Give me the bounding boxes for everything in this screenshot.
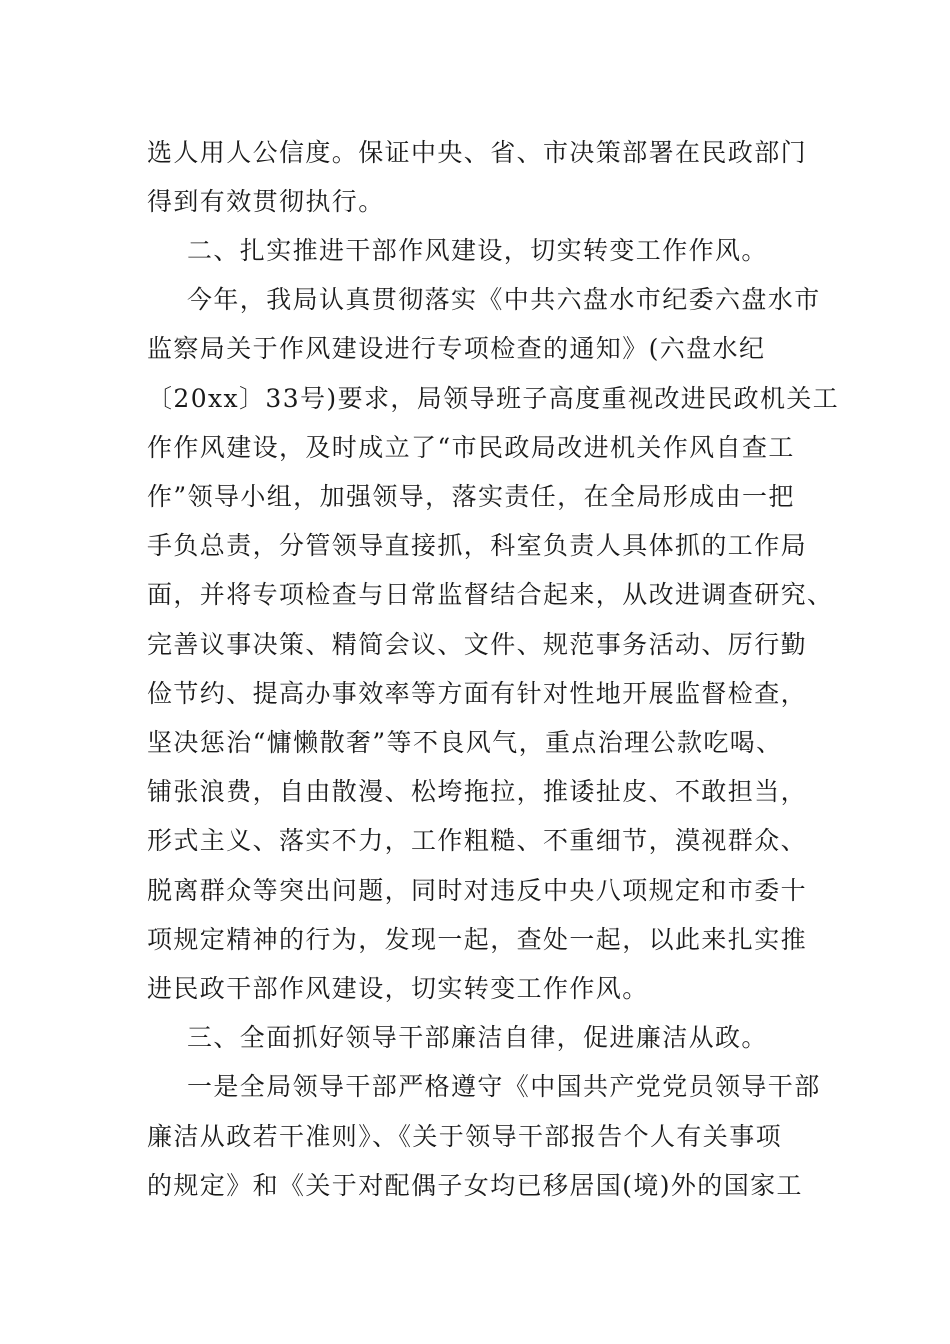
text-line: 面，并将专项检查与日常监督结合起来，从改进调查研究、 [147,580,834,609]
text-line: 监察局关于作风建设进行专项检查的通知》(六盘水纪 [147,334,766,363]
text-line: 的规定》和《关于对配偶子女均已移居国(境)外的国家工 [147,1171,803,1200]
text-line: 选人用人公信度。保证中央、省、市决策部署在民政部门 [147,138,808,167]
text-line: 完善议事决策、精简会议、文件、规范事务活动、厉行勤 [147,630,808,659]
text-line: 得到有效贯彻执行。 [147,187,385,216]
text-line: 俭节约、提高办事效率等方面有针对性地开展监督检查， [147,679,808,708]
text-line: 坚决惩治“慵懒散奢”等不良风气，重点治理公款吃喝、 [147,728,783,757]
text-line: 一是全局领导干部严格遵守《中国共产党党员领导干部 [187,1072,821,1101]
text-line: 形式主义、落实不力，工作粗糙、不重细节，漠视群众、 [147,826,808,855]
text-line: 手负总责，分管领导直接抓，科室负责人具体抓的工作局 [147,531,808,560]
text-line: 〔20xx〕33号)要求，局领导班子高度重视改进民政机关工 [147,384,840,413]
text-line: 脱离群众等突出问题，同时对违反中央八项规定和市委十 [147,876,808,905]
text-line: 作”领导小组，加强领导，落实责任，在全局形成由一把 [147,482,795,511]
text-line: 铺张浪费，自由散漫、松垮拖拉，推诿扯皮、不敢担当， [147,777,808,806]
section-heading: 二、扎实推进干部作风建设，切实转变工作作风。 [187,236,768,265]
text-line: 廉洁从政若干准则》、《关于领导干部报告个人有关事项 [147,1122,783,1151]
text-line: 作作风建设，及时成立了“市民政局改进机关作风自查工 [147,433,795,462]
section-heading: 三、全面抓好领导干部廉洁自律，促进廉洁从政。 [187,1023,768,1052]
text-line: 今年，我局认真贯彻落实《中共六盘水市纪委六盘水市 [187,285,821,314]
text-line: 项规定精神的行为，发现一起，查处一起，以此来扎实推 [147,925,808,954]
text-line: 进民政干部作风建设，切实转变工作作风。 [147,974,649,1003]
